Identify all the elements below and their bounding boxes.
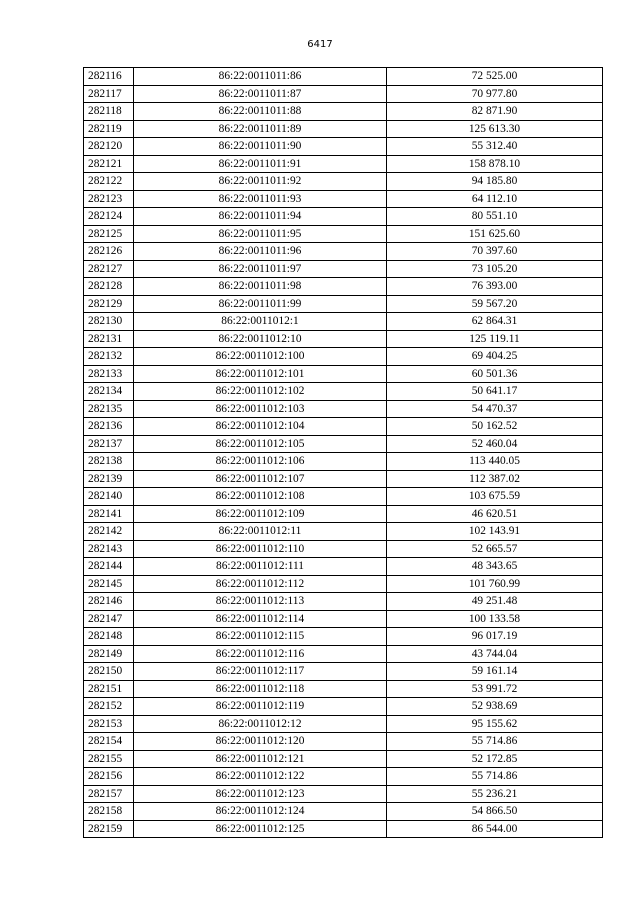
table-row xyxy=(84,173,603,191)
cadastral-value-cell: 43 744.04 xyxy=(387,645,603,663)
table-row xyxy=(84,628,603,646)
cadastral-number-cell: 86:22:0011011:90 xyxy=(134,138,387,156)
table-row xyxy=(84,488,603,506)
table-row xyxy=(84,558,603,576)
table-row xyxy=(84,208,603,226)
row-number-cell: 282146 xyxy=(84,593,134,611)
row-number-cell: 282151 xyxy=(84,680,134,698)
row-number-cell: 282144 xyxy=(84,558,134,576)
table-row xyxy=(84,295,603,313)
cadastral-value-cell: 151 625.60 xyxy=(387,225,603,243)
cadastral-value-cell: 48 343.65 xyxy=(387,558,603,576)
table-row xyxy=(84,68,603,86)
cadastral-number-cell: 86:22:0011012:121 xyxy=(134,750,387,768)
cadastral-number-cell: 86:22:0011012:125 xyxy=(134,820,387,838)
cadastral-number-cell: 86:22:0011012:102 xyxy=(134,383,387,401)
cadastral-number-cell: 86:22:0011012:109 xyxy=(134,505,387,523)
cadastral-number-cell: 86:22:0011012:114 xyxy=(134,610,387,628)
row-number-cell: 282159 xyxy=(84,820,134,838)
table-row xyxy=(84,785,603,803)
cadastral-value-cell: 52 460.04 xyxy=(387,435,603,453)
cadastral-number-cell: 86:22:0011011:96 xyxy=(134,243,387,261)
row-number-cell: 282150 xyxy=(84,663,134,681)
row-number-cell: 282141 xyxy=(84,505,134,523)
row-number-cell: 282158 xyxy=(84,803,134,821)
row-number-cell: 282122 xyxy=(84,173,134,191)
cadastral-number-cell: 86:22:0011011:92 xyxy=(134,173,387,191)
cadastral-number-cell: 86:22:0011012:124 xyxy=(134,803,387,821)
row-number-cell: 282152 xyxy=(84,698,134,716)
table-row xyxy=(84,418,603,436)
table-row xyxy=(84,330,603,348)
table-row xyxy=(84,768,603,786)
row-number-cell: 282147 xyxy=(84,610,134,628)
row-number-cell: 282154 xyxy=(84,733,134,751)
cadastral-value-cell: 55 714.86 xyxy=(387,733,603,751)
cadastral-number-cell: 86:22:0011012:115 xyxy=(134,628,387,646)
cadastral-number-cell: 86:22:0011011:97 xyxy=(134,260,387,278)
row-number-cell: 282139 xyxy=(84,470,134,488)
cadastral-value-cell: 80 551.10 xyxy=(387,208,603,226)
cadastral-value-cell: 46 620.51 xyxy=(387,505,603,523)
cadastral-value-cell: 76 393.00 xyxy=(387,278,603,296)
table-row xyxy=(84,313,603,331)
cadastral-value-cell: 52 172.85 xyxy=(387,750,603,768)
cadastral-value-cell: 64 112.10 xyxy=(387,190,603,208)
cadastral-number-cell: 86:22:0011011:99 xyxy=(134,295,387,313)
table-row xyxy=(84,733,603,751)
row-number-cell: 282136 xyxy=(84,418,134,436)
row-number-cell: 282127 xyxy=(84,260,134,278)
row-number-cell: 282155 xyxy=(84,750,134,768)
cadastral-value-cell: 59 161.14 xyxy=(387,663,603,681)
cadastral-number-cell: 86:22:0011012:110 xyxy=(134,540,387,558)
row-number-cell: 282142 xyxy=(84,523,134,541)
row-number-cell: 282133 xyxy=(84,365,134,383)
row-number-cell: 282143 xyxy=(84,540,134,558)
table-row xyxy=(84,698,603,716)
table-row xyxy=(84,523,603,541)
cadastral-value-cell: 54 470.37 xyxy=(387,400,603,418)
table-row xyxy=(84,138,603,156)
table-row xyxy=(84,348,603,366)
cadastral-number-cell: 86:22:0011012:104 xyxy=(134,418,387,436)
cadastral-value-cell: 70 397.60 xyxy=(387,243,603,261)
row-number-cell: 282124 xyxy=(84,208,134,226)
cadastral-number-cell: 86:22:0011012:123 xyxy=(134,785,387,803)
cadastral-value-cell: 55 236.21 xyxy=(387,785,603,803)
cadastral-number-cell: 86:22:0011012:113 xyxy=(134,593,387,611)
row-number-cell: 282157 xyxy=(84,785,134,803)
cadastral-number-cell: 86:22:0011011:89 xyxy=(134,120,387,138)
row-number-cell: 282138 xyxy=(84,453,134,471)
cadastral-number-cell: 86:22:0011012:112 xyxy=(134,575,387,593)
cadastral-value-cell: 125 119.11 xyxy=(387,330,603,348)
cadastral-number-cell: 86:22:0011012:108 xyxy=(134,488,387,506)
cadastral-value-cell: 52 938.69 xyxy=(387,698,603,716)
row-number-cell: 282153 xyxy=(84,715,134,733)
cadastral-value-cell: 94 185.80 xyxy=(387,173,603,191)
cadastral-value-cell: 52 665.57 xyxy=(387,540,603,558)
row-number-cell: 282131 xyxy=(84,330,134,348)
cadastral-value-cell: 96 017.19 xyxy=(387,628,603,646)
row-number-cell: 282134 xyxy=(84,383,134,401)
table-row xyxy=(84,103,603,121)
row-number-cell: 282119 xyxy=(84,120,134,138)
table-row xyxy=(84,803,603,821)
table-row xyxy=(84,120,603,138)
table-row xyxy=(84,190,603,208)
cadastral-number-cell: 86:22:0011012:12 xyxy=(134,715,387,733)
cadastral-value-cell: 73 105.20 xyxy=(387,260,603,278)
cadastral-value-cell: 54 866.50 xyxy=(387,803,603,821)
table-row xyxy=(84,400,603,418)
cadastral-value-cell: 102 143.91 xyxy=(387,523,603,541)
table-row xyxy=(84,155,603,173)
row-number-cell: 282148 xyxy=(84,628,134,646)
row-number-cell: 282128 xyxy=(84,278,134,296)
cadastral-value-cell: 101 760.99 xyxy=(387,575,603,593)
cadastral-value-cell: 112 387.02 xyxy=(387,470,603,488)
table-row xyxy=(84,750,603,768)
table-row xyxy=(84,540,603,558)
cadastral-value-cell: 158 878.10 xyxy=(387,155,603,173)
cadastral-value-cell: 53 991.72 xyxy=(387,680,603,698)
table-row xyxy=(84,435,603,453)
row-number-cell: 282135 xyxy=(84,400,134,418)
cadastral-value-cell: 100 133.58 xyxy=(387,610,603,628)
cadastral-number-cell: 86:22:0011012:119 xyxy=(134,698,387,716)
table-row xyxy=(84,225,603,243)
row-number-cell: 282116 xyxy=(84,68,134,86)
table-row xyxy=(84,663,603,681)
table-body xyxy=(84,68,603,838)
cadastral-value-cell: 55 714.86 xyxy=(387,768,603,786)
cadastral-value-cell: 50 641.17 xyxy=(387,383,603,401)
cadastral-number-cell: 86:22:0011012:1 xyxy=(134,313,387,331)
cadastral-value-cell: 55 312.40 xyxy=(387,138,603,156)
cadastral-number-cell: 86:22:0011011:94 xyxy=(134,208,387,226)
cadastral-value-cell: 59 567.20 xyxy=(387,295,603,313)
row-number-cell: 282121 xyxy=(84,155,134,173)
cadastral-value-cell: 95 155.62 xyxy=(387,715,603,733)
cadastral-value-cell: 60 501.36 xyxy=(387,365,603,383)
table-row xyxy=(84,505,603,523)
cadastral-number-cell: 86:22:0011012:103 xyxy=(134,400,387,418)
cadastral-number-cell: 86:22:0011012:101 xyxy=(134,365,387,383)
cadastral-value-cell: 113 440.05 xyxy=(387,453,603,471)
cadastral-number-cell: 86:22:0011011:98 xyxy=(134,278,387,296)
cadastral-number-cell: 86:22:0011012:10 xyxy=(134,330,387,348)
cadastral-number-cell: 86:22:0011011:91 xyxy=(134,155,387,173)
cadastral-number-cell: 86:22:0011011:93 xyxy=(134,190,387,208)
cadastral-number-cell: 86:22:0011012:117 xyxy=(134,663,387,681)
cadastral-number-cell: 86:22:0011012:100 xyxy=(134,348,387,366)
row-number-cell: 282125 xyxy=(84,225,134,243)
cadastral-number-cell: 86:22:0011012:118 xyxy=(134,680,387,698)
cadastral-number-cell: 86:22:0011011:88 xyxy=(134,103,387,121)
table-row xyxy=(84,680,603,698)
table-row xyxy=(84,820,603,838)
row-number-cell: 282132 xyxy=(84,348,134,366)
cadastral-value-cell: 82 871.90 xyxy=(387,103,603,121)
row-number-cell: 282137 xyxy=(84,435,134,453)
table-row xyxy=(84,243,603,261)
cadastral-value-cell: 72 525.00 xyxy=(387,68,603,86)
row-number-cell: 282156 xyxy=(84,768,134,786)
table-row xyxy=(84,575,603,593)
cadastral-value-cell: 50 162.52 xyxy=(387,418,603,436)
cadastral-number-cell: 86:22:0011012:120 xyxy=(134,733,387,751)
cadastral-value-cell: 70 977.80 xyxy=(387,85,603,103)
table-row xyxy=(84,610,603,628)
row-number-cell: 282145 xyxy=(84,575,134,593)
cadastral-number-cell: 86:22:0011011:95 xyxy=(134,225,387,243)
cadastral-number-cell: 86:22:0011012:111 xyxy=(134,558,387,576)
cadastral-value-cell: 49 251.48 xyxy=(387,593,603,611)
cadastral-number-cell: 86:22:0011012:105 xyxy=(134,435,387,453)
cadastral-number-cell: 86:22:0011012:116 xyxy=(134,645,387,663)
cadastral-number-cell: 86:22:0011012:107 xyxy=(134,470,387,488)
cadastral-number-cell: 86:22:0011012:122 xyxy=(134,768,387,786)
page-number: 6417 xyxy=(307,39,333,50)
cadastral-number-cell: 86:22:0011012:106 xyxy=(134,453,387,471)
cadastral-value-cell: 62 864.31 xyxy=(387,313,603,331)
table-row xyxy=(84,715,603,733)
row-number-cell: 282130 xyxy=(84,313,134,331)
cadastral-value-cell: 86 544.00 xyxy=(387,820,603,838)
row-number-cell: 282149 xyxy=(84,645,134,663)
cadastral-number-cell: 86:22:0011011:86 xyxy=(134,68,387,86)
table-row xyxy=(84,260,603,278)
cadastral-value-cell: 103 675.59 xyxy=(387,488,603,506)
table-row xyxy=(84,453,603,471)
row-number-cell: 282117 xyxy=(84,85,134,103)
cadastral-value-cell: 125 613.30 xyxy=(387,120,603,138)
cadastral-value-table xyxy=(83,67,603,838)
table-row xyxy=(84,278,603,296)
table-row xyxy=(84,470,603,488)
row-number-cell: 282118 xyxy=(84,103,134,121)
table-row xyxy=(84,645,603,663)
row-number-cell: 282126 xyxy=(84,243,134,261)
cadastral-value-cell: 69 404.25 xyxy=(387,348,603,366)
row-number-cell: 282120 xyxy=(84,138,134,156)
cadastral-number-cell: 86:22:0011011:87 xyxy=(134,85,387,103)
table-row xyxy=(84,593,603,611)
row-number-cell: 282129 xyxy=(84,295,134,313)
table-row xyxy=(84,365,603,383)
table-row xyxy=(84,383,603,401)
cadastral-number-cell: 86:22:0011012:11 xyxy=(134,523,387,541)
table-row xyxy=(84,85,603,103)
row-number-cell: 282123 xyxy=(84,190,134,208)
row-number-cell: 282140 xyxy=(84,488,134,506)
